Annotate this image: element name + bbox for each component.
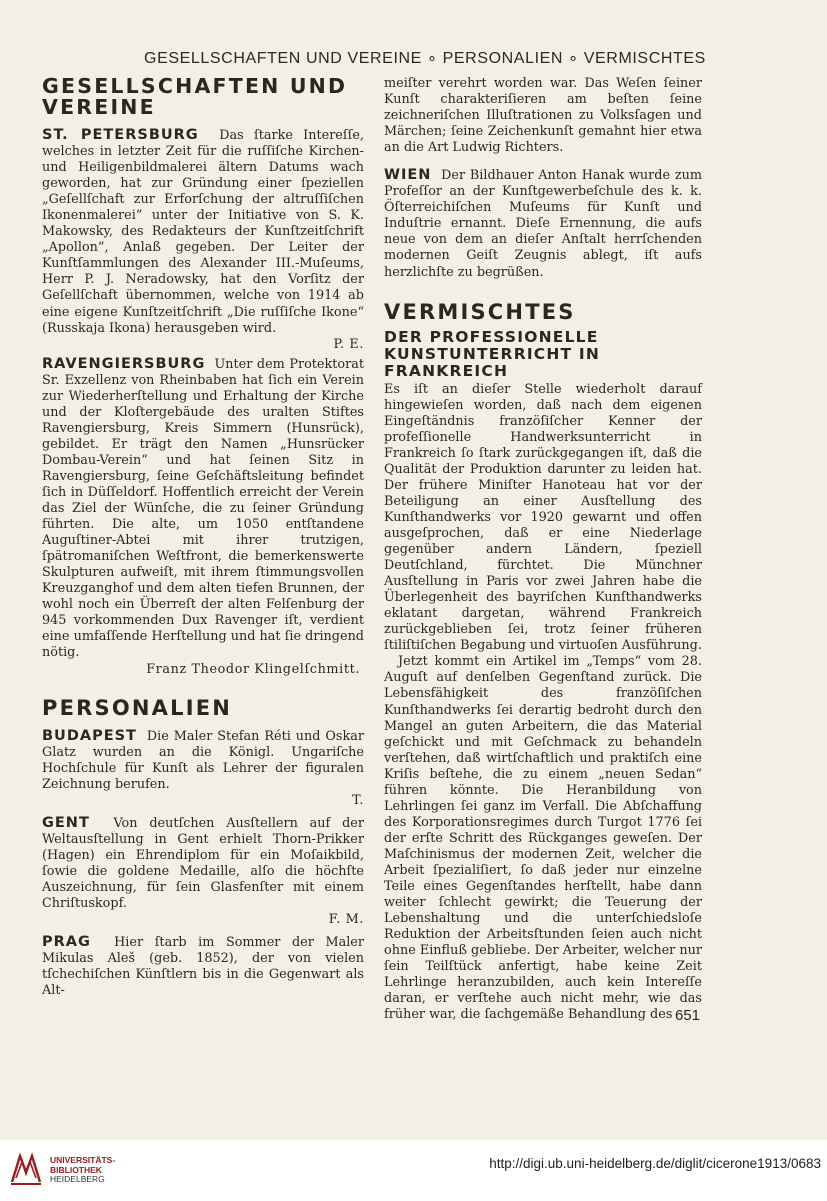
text-ravengiersburg: Unter dem Protektorat Sr. Exzellenz von Rheinbaben hat ſich ein Verein zur Wiederherſtellung und Erhaltung der Kirche und der Kloſtergebäude des uralten Stiftes Ravengiersburg, Kreis Simmern (Hunsrück), gebildet. Er trägt den Namen „Hunsrücker Dombau-Verein“ und hat ſeinen Sitz in Ravengiersburg, ſeine Geſchäftsleitung befindet ſich in Düſſeldorf. Hoffentlich erreicht der Verein das Ziel der Wünſche, die zu ſeiner Gründung führten. Die alte, um 1050 entſtandene Auguſtiner-Abtei mit ihrer trutzigen, ſpätromaniſchen Weſtfront, die bemerkenswerte Skulpturen aufweiſt, mit ihrem ſtimmungsvollen Kreuzganghof und dem alten tiefen Brunnen, der wohl noch ein Überreſt der alten Felſenburg der 945 vorkommenden Dux Ravenger iſt, verdient eine umfaſſende Herſtellung und hat ſie dringend nötig. xyxy=(42,356,364,661)
subheading-kunstunterricht: DER PROFESSIONELLE KUNSTUNTERRICHT IN FRANKREICH xyxy=(384,327,601,380)
heading-gesellschaften: GESELLSCHAFTEN UND VEREINE xyxy=(42,74,348,119)
library-name-line1: UNIVERSITÄTS- xyxy=(50,1155,116,1165)
keyword-prag: PRAG xyxy=(42,933,91,950)
heading-vermischtes: VERMISCHTES xyxy=(384,299,576,324)
article-ravengiersburg xyxy=(42,356,364,662)
article-budapest xyxy=(42,728,364,793)
keyword-ravengiersburg: RAVENGIERSBURG xyxy=(42,355,206,372)
left-column xyxy=(42,76,364,999)
right-column xyxy=(384,76,702,1023)
article-wien xyxy=(384,167,702,280)
library-name-line2: BIBLIOTHEK xyxy=(50,1164,102,1175)
library-name-line3: HEIDELBERG xyxy=(50,1174,105,1184)
text-wien: Der Bildhauer Anton Hanak wurde zum Profeſſor an der Kunſtgewerbeſchule des k. k. Öſterreichiſchen Muſeums für Kunſt und Induſtrie ernannt. Dieſe Ernennung, die aufs neue von dem an dieſer Anſtalt herrſchenden modernen Geiſt Zeugnis ablegt, iſt aufs herzlichſte zu begrüßen. xyxy=(384,168,702,280)
signature-pe: P. E. xyxy=(333,336,364,352)
library-logo-icon xyxy=(8,1148,44,1188)
article-st-petersburg xyxy=(42,127,364,337)
page-number: 651 xyxy=(674,1007,700,1024)
keyword-wien: WIEN xyxy=(384,167,432,184)
signature-fm: F. M. xyxy=(328,911,364,927)
source-url: http://digi.ub.uni-heidelberg.de/diglit/cicerone1913/0683 xyxy=(489,1156,821,1171)
keyword-gent: GENT xyxy=(42,814,90,831)
signature-t: T. xyxy=(352,792,364,808)
text-gent: Von deutſchen Ausſtellern auf der Weltausſtellung in Gent erhielt Thorn-Prikker (Hagen) ein Ehrendiplom für ein Moſaikbild, ſowie die goldene Medaille, alſo die höchſte Auszeichnung, für ſein Glasfenſter mit einem Chriſtuskopf. xyxy=(42,815,364,911)
footer-bar xyxy=(0,1140,827,1201)
text-budapest: Die Maler Stefan Réti und Oskar Glatz wurden an die Königl. Ungariſche Hochſchule für Kunſt als Lehrer der figuralen Zeichnung berufen. xyxy=(42,728,364,792)
library-name xyxy=(50,1156,115,1185)
text-st-petersburg: Das ſtarke Intereſſe, welches in letzter Zeit für die ruſſiſche Kirchen- und Heiligenbildmalerei ältern Datums wach geworden, hat zur Gründung einer ſpeziellen „Geſellſchaft zur Erforſchung der altruſſiſchen Ikonenmalerei“ unter der Initiative von S. K. Makowsky, des Redakteurs der Kunſtzeitſchrift „Apollon“, Anlaß gegeben. Der Leiter der Kunſtſammlungen des Alexander III.-Muſeums, Herr P. J. Neradowsky, hat den Vorſitz der Geſellſchaft übernommen, welche von 1914 ab eine eigene Kunſtzeitſchrift „Die ruſſiſche Ikone“ (Russkaja Ikona) herausgeben wird. xyxy=(42,128,364,336)
running-head: GESELLSCHAFTEN UND VEREINE ∘ PERSONALIEN ∘ VERMISCHTES xyxy=(144,50,706,67)
article-prag xyxy=(42,934,364,999)
keyword-st-petersburg: ST. PETERSBURG xyxy=(42,127,199,143)
article-gent xyxy=(42,815,364,912)
paragraph-1: Es iſt an dieſer Stelle wiederholt darauf hingewieſen worden, daß nach dem eigenen Eingeſtändnis franzöſiſcher Kenner der profeſſionelle Handwerksunterricht in Frankreich ſo ſtark zurückgegangen iſt, daß die Qualität der Produktion darunter zu leiden hat. Der frühere Miniſter Hanoteau hat vor der Beteiligung an einer Ausſtellung des Kunſthandwerks vor 1920 gewarnt und offen ausgeſprochen, daß er eine Niederlage gegenüber andern Ländern, ſpeziell Deutſchland, fürchtet. Die Münchner Ausſtellung in Paris vor zwei Jahren habe die Überlegenheit des bayriſchen Kunſthandwerks eklatant dargetan, während Frankreich zurückgeblieben ſei, trotz ſeiner früheren ſtiliſtiſchen Begabung und virtuoſen Ausführung. xyxy=(384,381,702,654)
prag-continuation: meiſter verehrt worden war. Das Weſen ſeiner Kunſt charakteriſieren am beſten ſeine zeichneriſchen Illuſtrationen zu Volksſagen und Märchen; ſeine Zeichenkunſt gemahnt hier etwa an die Art Ludwig Richters. xyxy=(384,76,702,156)
signature-klingelschmitt: Franz Theodor Klingelſchmitt. xyxy=(146,661,360,677)
paragraph-2: Jetzt kommt ein Artikel im „Temps“ vom 28. Auguſt auf denſelben Gegenſtand zurück. Die Lebensfähigkeit des franzöſiſchen Kunſthandwerks ſei derartig bedroht durch den Mangel an guten Arbeitern, die das Material geſchickt und mit Geſchmack zu behandeln verſtehen, daß wirtſchaftlich und praktiſch eine Kriſis beſtehe, die zu einem „neuen Sedan“ führen könnte. Die Heranbildung von Lehrlingen ſei ganz im Verfall. Die Abſchaffung des Korporationsregimes durch Turgot 1776 ſei der erſte Schritt des Rückganges geweſen. Der Maſchinismus der modernen Zeit, welcher die Arbeit ſpezialiſiert, ſo daß jeder nur einzelne Teile eines Gegenſtandes herſtellt, habe dann weiter ſchlecht gewirkt; die Teuerung der Lebenshaltung und die unterſchiedsloſe Reduktion der Arbeitsſtunden ſeien auch nicht ohne Einfluß gebliebe. Der Arbeiter, welcher nur ſein Teilſtück anfertigt, habe keine Zeit Lehrlinge heranzubilden, auch kein Intereſſe daran, er verſtehe auch nicht mehr, wie das früher war, die ſachgemäße Behandlung des xyxy=(384,654,702,1023)
heading-personalien: PERSONALIEN xyxy=(42,695,233,720)
text-prag: Hier ſtarb im Sommer der Maler Mikulas Aleš (geb. 1852), der von vielen tſchechiſchen Künſtlern bis in die Gegenwart als Alt- xyxy=(42,934,364,999)
keyword-budapest: BUDAPEST xyxy=(42,727,137,744)
